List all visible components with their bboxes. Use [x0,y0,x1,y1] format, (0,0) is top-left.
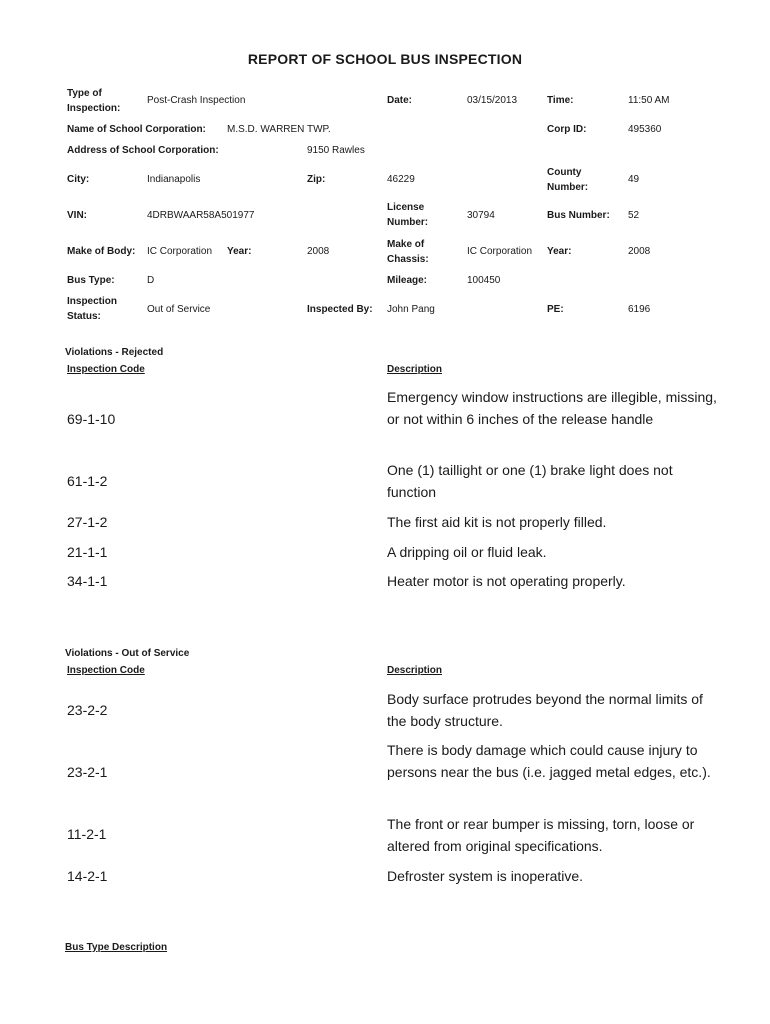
body-year-value: 2008 [307,246,330,257]
oos-desc-header: Description [387,665,443,676]
rejected-desc-1: Emergency window instructions are illegible, missing, or not within 6 inches of the release handle [387,389,717,427]
body-year-label: Year: [227,246,252,257]
rejected-desc-4: A dripping oil or fluid leak. [387,544,547,560]
rejected-code-4: 21-1-1 [67,544,108,560]
inspected-by-label: Inspected By: [307,304,373,315]
city-value: Indianapolis [147,174,201,185]
date-value: 03/15/2013 [467,95,518,106]
license-number-value: 30794 [467,210,495,221]
bus-type-value: D [147,275,155,286]
bus-type-description-heading: Bus Type Description [65,942,168,953]
inspection-status-value: Out of Service [147,304,211,315]
rejected-code-1: 69-1-10 [67,411,116,427]
oos-desc-4: Defroster system is inoperative. [387,868,584,884]
inspected-by-value: John Pang [387,304,435,315]
report-title: REPORT OF SCHOOL BUS INSPECTION [247,51,523,67]
rejected-code-5: 34-1-1 [67,573,108,589]
make-of-body-value: IC Corporation [147,246,213,257]
corp-id-value: 495360 [628,124,662,135]
rejected-desc-5: Heater motor is not operating properly. [387,573,626,589]
corp-name-label: Name of School Corporation: [67,124,206,135]
make-of-chassis-label: Make of Chassis: [387,239,429,265]
oos-desc-1: Body surface protrudes beyond the normal limits of the body structure. [387,691,703,729]
date-label: Date: [387,95,413,106]
county-number-label: County Number: [547,167,589,193]
time-label: Time: [547,95,574,106]
oos-code-1: 23-2-2 [67,702,108,718]
mileage-value: 100450 [467,275,501,286]
rejected-code-3: 27-1-2 [67,514,108,530]
rejected-desc-3: The first aid kit is not properly filled. [387,514,607,530]
vin-value: 4DRBWAAR58A501977 [147,210,255,221]
make-of-chassis-value: IC Corporation [467,246,533,257]
chassis-year-label: Year: [547,246,572,257]
pe-label: PE: [547,304,564,315]
type-of-inspection-value: Post-Crash Inspection [147,95,246,106]
chassis-year-value: 2008 [628,246,651,257]
zip-label: Zip: [307,174,326,185]
oos-code-header: Inspection Code [67,665,145,676]
license-number-label: License Number: [387,202,429,228]
zip-value: 46229 [387,174,415,185]
oos-section-title: Violations - Out of Service [65,648,190,659]
rejected-code-2: 61-1-2 [67,473,108,489]
oos-desc-3: The front or rear bumper is missing, torn, loose or altered from original specifications. [387,816,695,854]
make-of-body-label: Make of Body: [67,246,136,257]
oos-code-2: 23-2-1 [67,764,108,780]
oos-code-3: 11-2-1 [67,826,107,842]
corp-name-value: M.S.D. WARREN TWP. [227,124,331,135]
rejected-section-title: Violations - Rejected [65,347,164,358]
bus-type-label: Bus Type: [67,275,115,286]
mileage-label: Mileage: [387,275,428,286]
time-value: 11:50 AM [628,95,670,106]
bus-number-value: 52 [628,210,640,221]
address-value: 9150 Rawles [307,145,365,156]
bus-number-label: Bus Number: [547,210,610,221]
rejected-code-header: Inspection Code [67,364,145,375]
address-label: Address of School Corporation: [67,145,219,156]
pe-value: 6196 [628,304,651,315]
vin-label: VIN: [67,210,87,221]
oos-desc-2: There is body damage which could cause injury to persons near the bus (i.e. jagged metal edges, etc.). [387,742,711,780]
type-of-inspection-label: Type of Inspection: [67,88,121,114]
rejected-desc-header: Description [387,364,443,375]
county-number-value: 49 [628,174,640,185]
oos-code-4: 14-2-1 [67,868,108,884]
corp-id-label: Corp ID: [547,124,587,135]
inspection-status-label: Inspection Status: [67,296,118,322]
rejected-desc-2: One (1) taillight or one (1) brake light does not function [387,462,673,500]
city-label: City: [67,174,90,185]
